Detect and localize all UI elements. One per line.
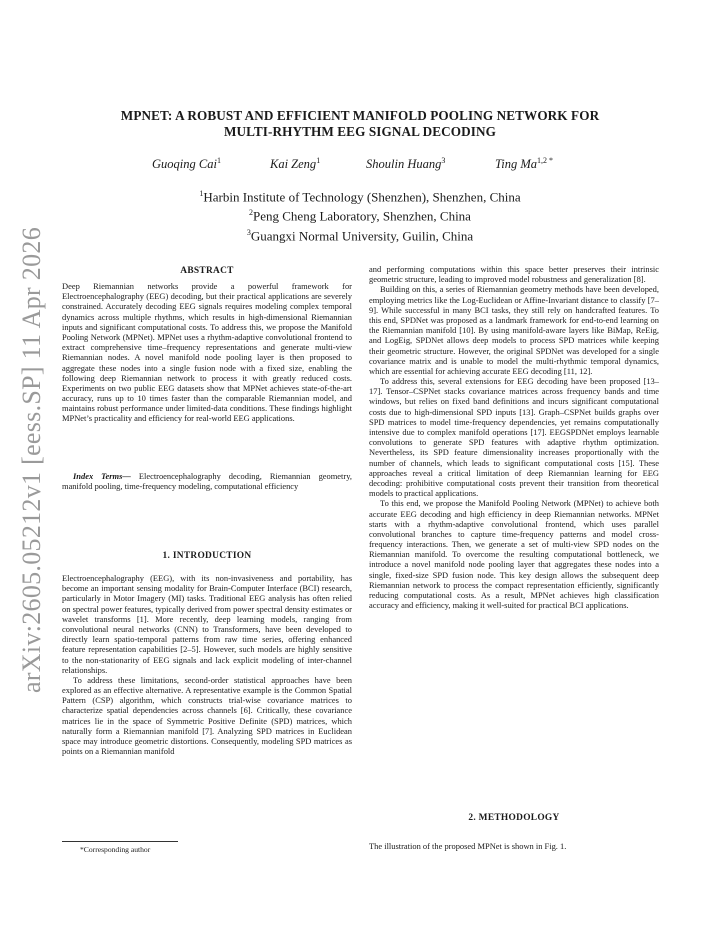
author-list <box>60 156 660 172</box>
affiliation-2: $^2$Peng Cheng Laboratory, Shenzhen, China <box>249 208 471 224</box>
right-paragraph-1: Building on this, a series of Riemannian geometry methods have been developed, employing metrics like the Log-Euclidean or Affine-Invariant distance to classify [7–9]. While successful in many BCI tasks, they still rely on handcrafted features. To this end, SPDNet was proposed as a landmark framework for end-to-end learning on the Riemannian manifold [10]. By using manifold-aware layers like BiMap, ReEig, and LogEig, SPDNet allows deep models to process SPD matrices while keeping their geometric structure. However, the original SPDNet was developed for a single covariance matrix and is unable to model the multi-rhythmic temporal dynamics, which are essential for achieving accurate EEG decoding [11, 12]. <box>369 284 659 376</box>
right-column-body <box>369 264 659 610</box>
corresponding-author-footnote: *Corresponding author <box>80 845 151 854</box>
affiliations <box>60 186 660 244</box>
author-2: Kai Zeng$^1$ <box>270 156 321 172</box>
intro-paragraph-1: Electroencephalography (EEG), with its non-invasiveness and portability, has become an important sensing modality for Brain-Computer Interface (BCI) research, particularly in Motor Imagery (MI) tasks. Traditional EEG analysis has often relied on spectral power features, typically derived from power spectral density estimates or wavelet transforms [1]. More recently, deep learning models, ranging from convolutional neural networks (CNN) to Transformers, have been developed to directly learn spatio-temporal patterns from raw time series, offering enhanced feature representation capabilities [2–5]. However, such models are highly sensitive to the non-stationarity of EEG signals and lack explicit modeling of inter-channel relationships. <box>62 573 352 675</box>
author-1: Guoqing Cai$^1$ <box>152 156 221 172</box>
introduction-body <box>62 573 352 756</box>
methodology-heading: 2. METHODOLOGY <box>468 813 560 823</box>
author-4: Ting $Ma^{1,2 *}$ <box>495 156 554 172</box>
abstract-text: Deep Riemannian networks provide a powerful framework for Electroencephalography (EEG) decoding, but their practical applications are severely constrained. Accurately decoding EEG signals requires modeling complex temporal dynamics across multiple rhythms, which results in high-dimensional Riemannian inputs and significant computational costs. To address this, we propose the Manifold Pooling Network (MPNet). MPNet uses a rhythm-adaptive convolutional frontend to extract comprehensive time–frequency representations and generate multi-view Riemannian nodes. A novel manifold node pooling layer is then proposed to aggregate these nodes into a single fusion node with a fixed size, enabling the following deep Riemannian network to process it with greatly reduced costs. Experiments on two public EEG datasets show that MPNet achieves state-of-the-art accuracy, runs up to 10 times faster than the comparable Riemannian model, and maintains robust performance under limited-data conditions. These findings highlight MPNet’s practicality and efficiency for real-world EEG applications. <box>62 281 352 424</box>
abstract-body <box>62 281 352 424</box>
index-terms <box>62 471 352 491</box>
footnote-divider <box>62 841 178 842</box>
paper-title <box>60 108 660 140</box>
arxiv-identifier-stamp[interactable] <box>12 226 52 694</box>
right-paragraph-2: To address this, several extensions for EEG decoding have been proposed [13–17]. Tensor–CSPNet stacks covariance matrices across frequency bands and time windows, but relies on fixed band definitions and incurs significant computational costs due to high-dimensional SPD inputs [13]. Graph–CSPNet builds graphs over SPD matrices to model time-frequency dependencies, yet remains computationally intensive due to complex manifold operations [17]. EEGSPDNet employs learnable convolutions to generate SPD features with adaptive rhythm optimization. Nevertheless, its SPD feature dimensionality increases proportionally with the number of channels, which leads to significant computational costs [15]. These approaches reveal a critical limitation of deep Riemannian learning for EEG decoding: prohibitive computational costs prevent their transition from theoretical models to practical applications. <box>369 376 659 499</box>
affiliation-3: $^3$Guangxi Normal University, Guilin, China <box>246 227 474 243</box>
title-line-1: MPNET: A ROBUST AND EFFICIENT MANIFOLD POOLING NETWORK FOR <box>120 108 600 123</box>
intro-paragraph-2: To address these limitations, second-order statistical approaches have been explored as an effective alternative. A representative example is the Common Spatial Pattern (CSP) algorithm, which constructs trial-wise covariance matrices to characterize spatial dependencies across channels [6]. Critically, these covariance matrices lie in the space of Symmetric Positive Definite (SPD) matrices, which naturally form a Riemannian manifold [7]. Analyzing SPD matrices in Euclidean space may introduce geometric distortions. Consequently, modeling SPD matrices as points on a Riemannian manifold <box>62 674 352 757</box>
title-line-2: MULTI-RHYTHM EEG SIGNAL DECODING <box>224 124 496 139</box>
right-paragraph-0: and performing computations within this space better preserves their intrinsic geometric structure, leading to improved model robustness and generalization [8]. <box>369 264 659 285</box>
author-3: Shoulin Huang$^3$ <box>366 156 446 172</box>
index-terms-label: Index Terms— <box>73 471 131 481</box>
abstract-heading: ABSTRACT <box>180 266 234 276</box>
introduction-heading: 1. INTRODUCTION <box>162 551 252 561</box>
methodology-paragraph-1: The illustration of the proposed MPNet is shown in Fig. 1. <box>369 841 567 851</box>
right-paragraph-3: To this end, we propose the Manifold Pooling Network (MPNet) to achieve both accurate EEG decoding and high efficiency in deep Riemannian networks. MPNet starts with a rhythm-adaptive convolutional frontend, which uses parallel convolutional branches to capture time-frequency patterns and model cross-frequency interactions. Then, we generate a set of multi-view SPD nodes on the Riemannian manifold. To overcome the resulting computational bottleneck, we introduce a novel manifold node pooling layer that aggregates these nodes into a single, fixed-size SPD fusion node. This key design allows the subsequent deep Riemannian network to process the compact representation efficiently, significantly reducing computational costs. As a result, MPNet achieves high classification accuracy and efficiency, making it well-suited for practical BCI applications. <box>369 498 659 611</box>
index-terms-text: Electroencephalography decoding, Riemannian geometry, manifold pooling, time-frequency modeling, computational efficiency <box>62 471 352 492</box>
affiliation-1: $^1$Harbin Institute of Technology (Shenzhen), Shenzhen, China <box>199 189 521 205</box>
methodology-body <box>369 841 659 851</box>
arxiv-identifier-text: arXiv:2605.05212v1 [eess.SP] 11 Apr 2026 <box>17 226 46 694</box>
